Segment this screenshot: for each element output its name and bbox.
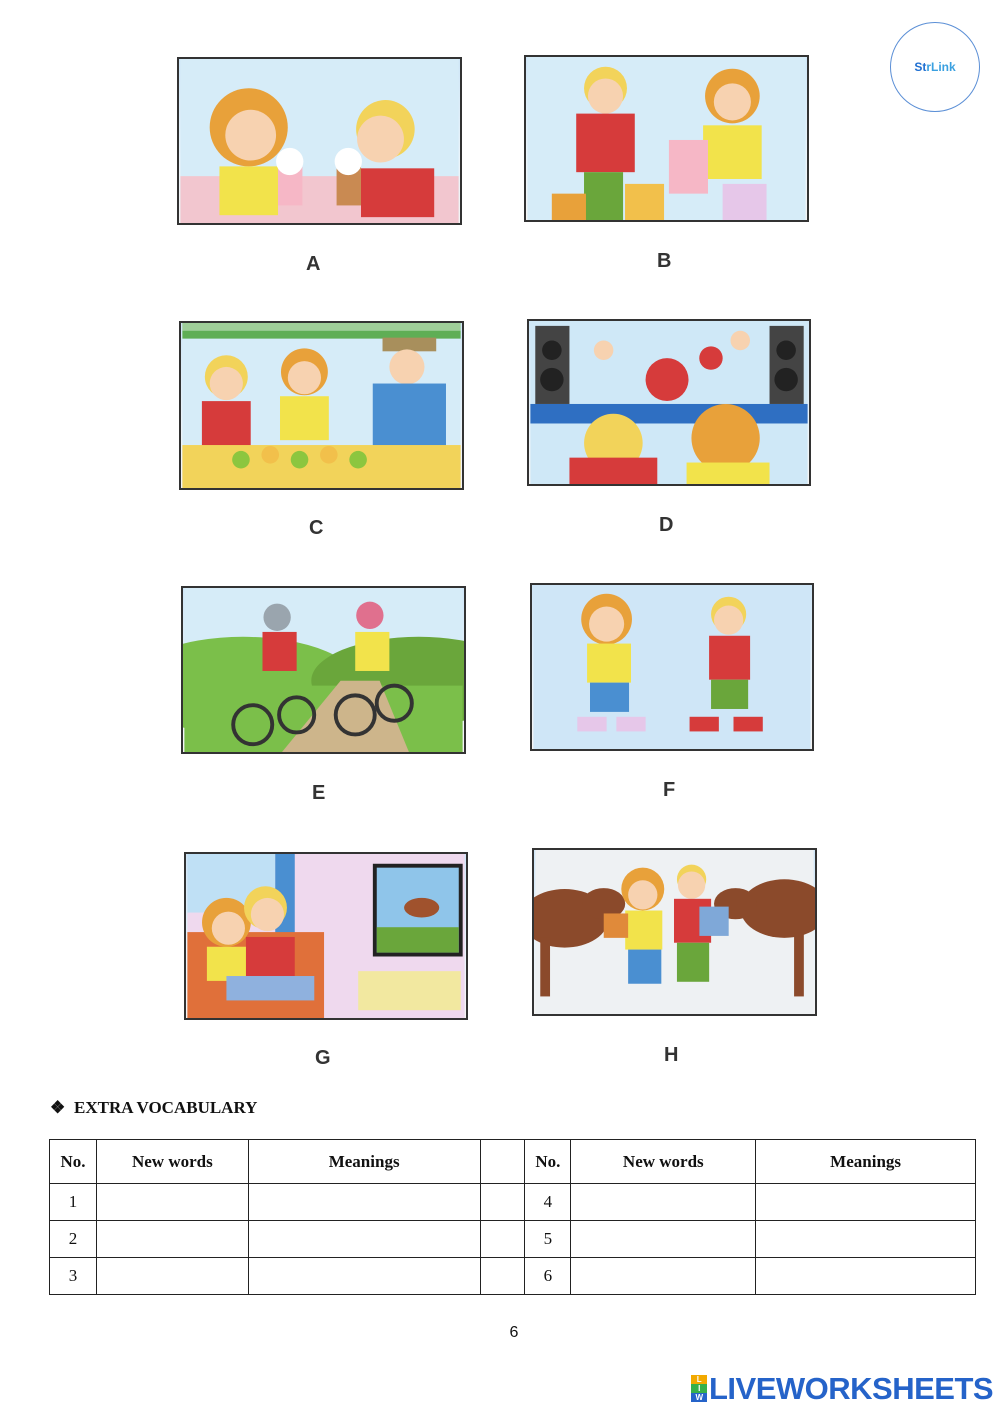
logo-text-1: St	[914, 60, 927, 74]
logo-letter: I	[691, 1384, 707, 1393]
logo-text-2: rLink	[926, 60, 956, 74]
picture-label-e: E	[312, 782, 326, 804]
picture-f	[530, 583, 814, 751]
market-illustration	[181, 323, 462, 488]
section-title-text: EXTRA VOCABULARY	[74, 1098, 258, 1117]
logo-letter: L	[691, 1375, 707, 1384]
new-word-cell[interactable]	[96, 1258, 248, 1295]
new-word-cell[interactable]	[96, 1184, 248, 1221]
picture-c	[179, 321, 464, 490]
vocabulary-table	[49, 1139, 976, 1295]
meaning-cell[interactable]	[248, 1258, 480, 1295]
new-word-cell[interactable]	[571, 1258, 756, 1295]
milkshake-illustration	[179, 59, 460, 223]
logo-letter: W	[691, 1393, 707, 1402]
spacer-cell	[480, 1258, 525, 1295]
picture-b	[524, 55, 809, 222]
meaning-cell[interactable]	[248, 1184, 480, 1221]
new-word-cell[interactable]	[571, 1184, 756, 1221]
cycling-illustration	[183, 588, 464, 752]
table-header-row	[50, 1140, 976, 1184]
header-no-right: No.	[525, 1140, 571, 1184]
new-word-cell[interactable]	[96, 1221, 248, 1258]
picture-e	[181, 586, 466, 754]
row-number: 3	[50, 1258, 97, 1295]
header-no-left: No.	[50, 1140, 97, 1184]
picture-label-d: D	[659, 514, 674, 536]
picture-g	[184, 852, 468, 1020]
row-number: 6	[525, 1258, 571, 1295]
watermark-text: LIVEWORKSHEETS	[709, 1371, 994, 1406]
watching-tv-illustration	[186, 854, 466, 1018]
picture-d	[527, 319, 811, 486]
diamond-bullet-icon: ❖	[50, 1098, 66, 1117]
picture-label-b: B	[657, 250, 672, 272]
starlink-logo	[890, 22, 980, 112]
meaning-cell[interactable]	[756, 1221, 976, 1258]
row-number: 2	[50, 1221, 97, 1258]
meaning-cell[interactable]	[248, 1221, 480, 1258]
table-row	[50, 1184, 976, 1221]
spacer-cell	[480, 1140, 525, 1184]
picture-label-g: G	[315, 1047, 331, 1069]
section-title	[50, 1098, 257, 1118]
picture-label-a: A	[306, 253, 321, 275]
picture-h	[532, 848, 817, 1016]
roller-skating-illustration	[532, 585, 812, 749]
picture-label-f: F	[663, 779, 676, 801]
header-new-words-right: New words	[571, 1140, 756, 1184]
page-number: 6	[509, 1324, 519, 1341]
liveworksheets-watermark	[691, 1373, 993, 1405]
concert-illustration	[529, 321, 809, 484]
row-number: 4	[525, 1184, 571, 1221]
table-row	[50, 1221, 976, 1258]
header-meanings-left: Meanings	[248, 1140, 480, 1184]
meaning-cell[interactable]	[756, 1258, 976, 1295]
picture-label-c: C	[309, 517, 324, 539]
picture-a	[177, 57, 462, 225]
new-word-cell[interactable]	[571, 1221, 756, 1258]
picture-label-h: H	[664, 1044, 679, 1066]
table-row	[50, 1258, 976, 1295]
feeding-horses-illustration	[534, 850, 815, 1014]
spacer-cell	[480, 1221, 525, 1258]
header-meanings-right: Meanings	[756, 1140, 976, 1184]
spacer-cell	[480, 1184, 525, 1221]
shopping-illustration	[526, 57, 807, 220]
header-new-words-left: New words	[96, 1140, 248, 1184]
row-number: 1	[50, 1184, 97, 1221]
meaning-cell[interactable]	[756, 1184, 976, 1221]
liveworksheets-logo-icon	[691, 1375, 707, 1403]
row-number: 5	[525, 1221, 571, 1258]
